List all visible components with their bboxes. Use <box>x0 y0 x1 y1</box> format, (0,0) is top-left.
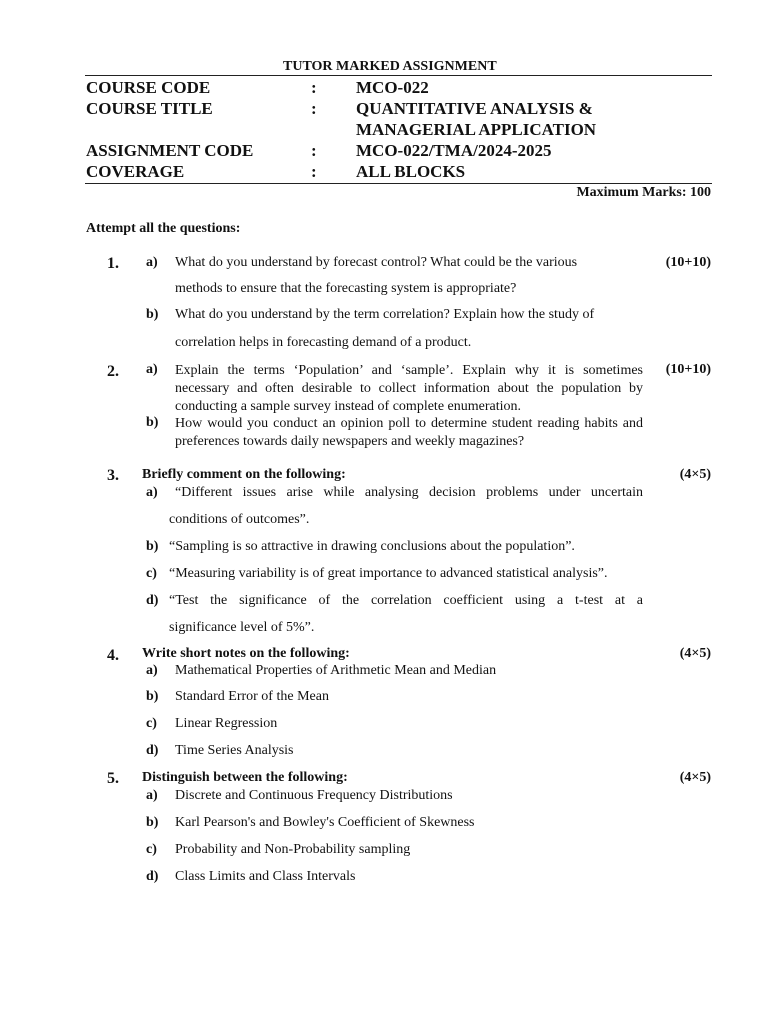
assignment-code-label: ASSIGNMENT CODE <box>86 141 254 160</box>
part-text: Karl Pearson's and Bowley's Coefficient of Skewness <box>175 815 475 830</box>
part-text: Time Series Analysis <box>175 743 294 758</box>
part-label: b) <box>146 415 159 430</box>
course-code-label: COURSE CODE <box>86 78 211 97</box>
header-top-rule <box>85 75 712 76</box>
question-heading: Distinguish between the following: <box>142 770 348 785</box>
course-title-label: COURSE TITLE <box>86 99 213 118</box>
question-number: 1. <box>107 255 119 272</box>
part-text: “Measuring variability is of great importance to advanced statistical analysis”. <box>169 566 608 581</box>
part-label: b) <box>146 815 159 830</box>
course-code-value: MCO-022 <box>356 78 429 97</box>
part-text-continued: correlation helps in forecasting demand of a product. <box>175 335 472 350</box>
header-bottom-rule <box>85 183 712 184</box>
question-marks: (4×5) <box>679 467 711 482</box>
part-label: a) <box>146 788 158 803</box>
question-marks: (10+10) <box>665 362 711 377</box>
question-heading: Briefly comment on the following: <box>142 467 346 482</box>
part-text-continued: significance level of 5%”. <box>169 620 315 635</box>
question-number: 4. <box>107 647 119 664</box>
part-text: Class Limits and Class Intervals <box>175 869 356 884</box>
instructions: Attempt all the questions: <box>86 221 241 236</box>
assignment-code-separator: : <box>311 141 317 160</box>
part-label: a) <box>146 362 158 377</box>
part-text: “Sampling is so attractive in drawing conclusions about the population”. <box>169 539 575 554</box>
part-text: “Test the significance of the correlation coefficient using a t-test at a <box>169 593 643 608</box>
coverage-value: ALL BLOCKS <box>356 162 466 181</box>
part-label: b) <box>146 307 159 322</box>
part-text: What do you understand by the term correlation? Explain how the study of <box>175 307 595 322</box>
part-text: Standard Error of the Mean <box>175 689 329 704</box>
part-label: b) <box>146 689 159 704</box>
question-marks: (4×5) <box>679 646 711 661</box>
part-text: Probability and Non-Probability sampling <box>175 842 411 857</box>
assignment-code-value: MCO-022/TMA/2024-2025 <box>356 141 552 160</box>
part-label: a) <box>146 485 158 500</box>
part-label: d) <box>146 869 159 884</box>
part-label: a) <box>146 255 158 270</box>
part-label: d) <box>146 743 159 758</box>
part-text-continued: conditions of outcomes”. <box>169 512 310 527</box>
part-label: b) <box>146 539 159 554</box>
document-title: TUTOR MARKED ASSIGNMENT <box>283 59 497 74</box>
part-text: “Different issues arise while analysing decision problems under uncertain <box>175 485 643 500</box>
question-number: 3. <box>107 467 119 484</box>
part-text: What do you understand by forecast control? What could be the various <box>175 255 578 270</box>
question-number: 5. <box>107 770 119 787</box>
question-number: 2. <box>107 363 119 380</box>
coverage-label: COVERAGE <box>86 162 185 181</box>
part-label: c) <box>146 842 157 857</box>
part-text-continued: methods to ensure that the forecasting system is appropriate? <box>175 281 517 296</box>
part-label: d) <box>146 593 159 608</box>
question-heading: Write short notes on the following: <box>142 646 350 661</box>
part-text: Linear Regression <box>175 716 278 731</box>
question-marks: (10+10) <box>665 255 711 270</box>
course-code-separator: : <box>311 78 317 97</box>
question-marks: (4×5) <box>679 770 711 785</box>
part-text: Discrete and Continuous Frequency Distributions <box>175 788 453 803</box>
course-title-separator: : <box>311 99 317 118</box>
part-label: c) <box>146 566 157 581</box>
part-text: Mathematical Properties of Arithmetic Mean and Median <box>175 663 497 678</box>
maximum-marks: Maximum Marks: 100 <box>576 185 711 200</box>
part-label: a) <box>146 663 158 678</box>
part-text: How would you conduct an opinion poll to determine student reading habits and preferences towards daily newspapers and weekly magazines? <box>175 416 643 449</box>
course-title-value: QUANTITATIVE ANALYSIS & <box>356 99 593 118</box>
part-text: Explain the terms ‘Population’ and ‘sample’. Explain why it is sometimes necessary and often desirable to collect information about the population by conducting a sample survey instead of complete enumeration. <box>175 363 643 414</box>
coverage-separator: : <box>311 162 317 181</box>
part-label: c) <box>146 716 157 731</box>
course-title-value-line2: MANAGERIAL APPLICATION <box>356 120 597 139</box>
